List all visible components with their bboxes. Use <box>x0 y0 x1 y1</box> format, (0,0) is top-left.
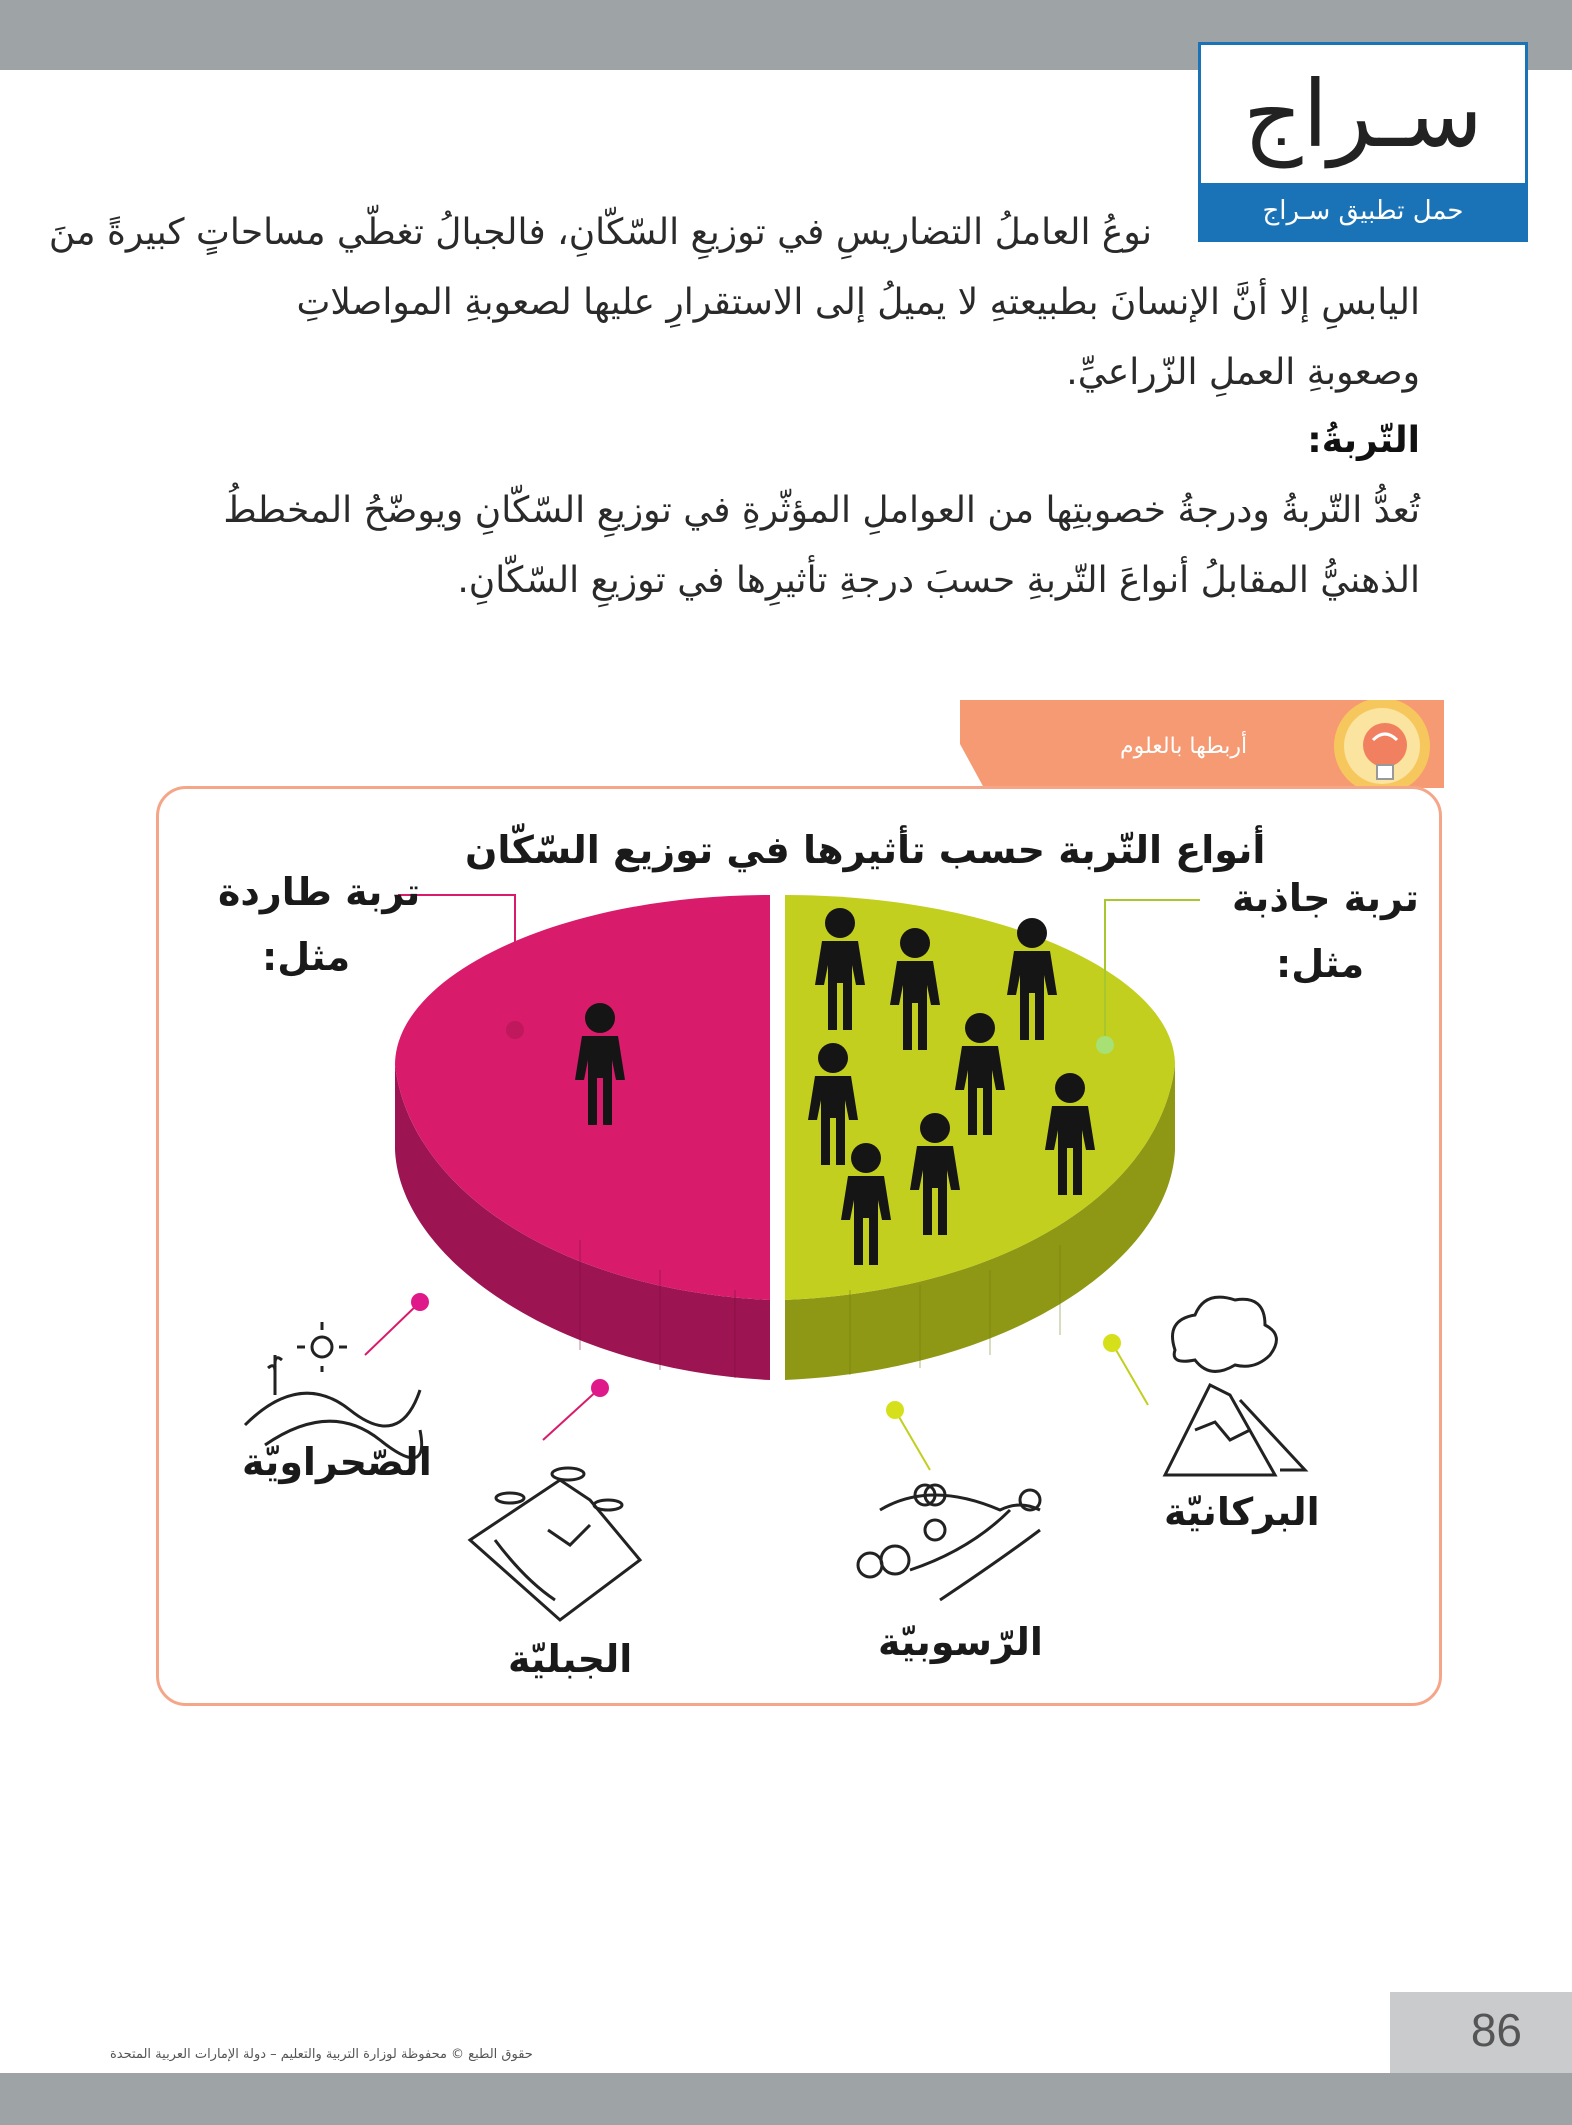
logo-word: سـراج <box>1243 61 1483 168</box>
paragraph-line-1: نوعُ العاملُ التضاريسِ في توزيعِ السّكّانِ، فالجبالُ تغطّي مساحاتٍ كبيرةً منَ <box>48 212 1152 253</box>
mountain-soil-label: الجبليّة <box>508 1637 633 1681</box>
alluvial-soil-label: الرّسوبيّة <box>878 1620 1043 1664</box>
diagram-title: أنواع التّربة حسب تأثيرها في توزيع السّكّان <box>465 828 1266 872</box>
attractive-soil-label: تربة جاذبة <box>1232 876 1419 920</box>
copyright-footer: حقوق الطبع © محفوظة لوزارة التربية والتعليم – دولة الإمارات العربية المتحدة <box>110 2047 533 2062</box>
paragraph-line-5: الذهنيُّ المقابلُ أنواعَ التّربةِ حسبَ درجةِ تأثيرِها في توزيعِ السّكّانِ. <box>457 560 1420 601</box>
volcano-icon <box>1165 1297 1305 1475</box>
desert-soil-label: الصّحراويّة <box>242 1440 432 1484</box>
paragraph-line-3: وصعوبةِ العملِ الزّراعيِّ. <box>1066 352 1420 393</box>
bottom-bar <box>0 2073 1572 2125</box>
paragraph-line-4: تُعدُّ التّربةُ ودرجةُ خصوبتِها من العواملِ المؤثّرةِ في توزيعِ السّكّانِ ويوضّحُ المخططُ <box>223 490 1420 531</box>
alluvial-icon <box>858 1485 1040 1600</box>
paragraph-line-2: اليابسِ إلا أنَّ الإنسانَ بطبيعتهِ لا يميلُ إلى الاستقرارِ عليها لصعوبةِ المواصلاتِ <box>296 282 1420 323</box>
repellent-example-label: مثل: <box>262 935 351 979</box>
attractive-example-label: مثل: <box>1276 942 1365 986</box>
volcanic-soil-label: البركانيّة <box>1164 1490 1320 1534</box>
logo-strip: حمل تطبيق سـراج <box>1201 183 1525 239</box>
ribbon-label: أربطها بالعلوم <box>1120 734 1248 759</box>
desert-icon <box>245 1322 422 1458</box>
page-number: 86 <box>1470 2004 1522 2056</box>
section-heading: التّربةُ: <box>1307 420 1420 461</box>
mountain-icon <box>470 1468 640 1620</box>
repellent-soil-label: تربة طاردة <box>218 870 421 914</box>
